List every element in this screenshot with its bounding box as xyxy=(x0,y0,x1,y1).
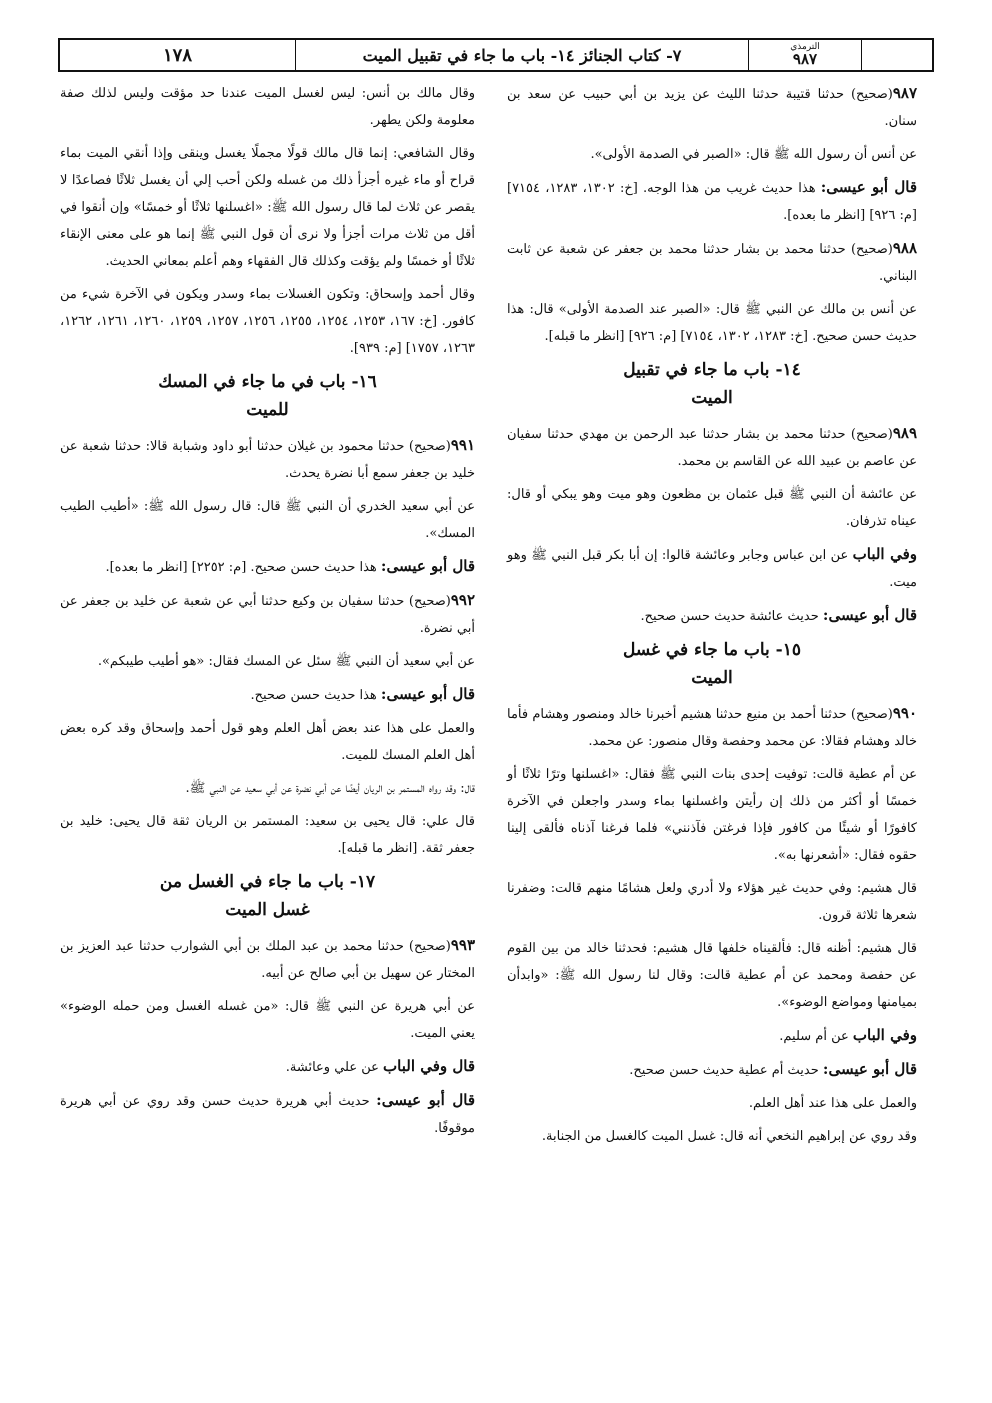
hadith-paragraph xyxy=(507,235,917,290)
running-title: ٧- كتاب الجنائز ١٤- باب ما جاء في تقبيل الميت xyxy=(296,40,749,70)
commentary-paragraph xyxy=(507,1056,917,1084)
paragraph-text: وقد روي عن إبراهيم النخعي أنه قال: غسل الميت كالغسل من الجنابة. xyxy=(541,1129,917,1144)
speaker-label: وفي الباب xyxy=(852,1026,917,1044)
paragraph-text: قال علي: قال يحيى بن سعيد: المستمر بن الريان ثقة قال يحيى: خليد بن جعفر ثقة. [انظر ما قبله]. xyxy=(60,814,475,856)
paragraph-text: عن أبي هريرة عن النبي ﷺ قال: «من غسله الغسل ومن حمله الوضوء» يعني الميت. xyxy=(60,999,475,1041)
header-blank-cell xyxy=(862,40,932,70)
text-paragraph xyxy=(60,648,475,675)
commentary-paragraph xyxy=(60,1053,475,1081)
text-paragraph xyxy=(507,1090,917,1117)
hadith-text: (صحيح) حدثنا أحمد بن منيع حدثنا هشيم أخبرنا خالد ومنصور وهشام فأما خالد وهشام فقالا: عن محمد وحفصة وقال منصور: عن محمد. xyxy=(507,707,917,749)
commentary-paragraph xyxy=(60,681,475,709)
text-paragraph xyxy=(507,761,917,869)
chapter-title-line: ١٤- باب ما جاء في تقبيل xyxy=(623,360,801,380)
hadith-paragraph xyxy=(60,932,475,987)
chapter-title-line: ١٥- باب ما جاء في غسل xyxy=(622,640,802,660)
paragraph-text: عن أبي سعيد أن النبي ﷺ سئل عن المسك فقال: «هو أطيب طيبكم». xyxy=(97,654,475,669)
commentary-text: حديث أبي هريرة حديث حسن وقد روي عن أبي هريرة موقوفًا. xyxy=(60,1094,475,1136)
chapter-title-line: ١٦- باب في ما جاء في المسك xyxy=(158,372,377,392)
chapter-title-line: غسل الميت xyxy=(225,900,310,920)
speaker-label: قال أبو عيسى: xyxy=(380,685,475,703)
text-paragraph xyxy=(60,775,475,802)
hadith-paragraph xyxy=(60,587,475,642)
paragraph-text: والعمل على هذا عند بعض أهل العلم وهو قول أحمد وإسحاق وقد كره بعض أهل العلم المسك للميت. xyxy=(60,721,475,763)
hadith-text: (صحيح) حدثنا قتيبة حدثنا الليث عن يزيد بن أبي حبيب عن سعد بن سنان. xyxy=(507,87,917,129)
source-label: الترمذي xyxy=(790,42,820,52)
paragraph-text: عن أنس أن رسول الله ﷺ قال: «الصبر في الصدمة الأولى». xyxy=(590,147,917,162)
paragraph-text: قال هشيم: وفي حديث غير هؤلاء ولا أدري ولعل هشامًا منهم قالت: وضفرنا شعرها ثلاثة قرون. xyxy=(507,881,917,923)
text-paragraph xyxy=(60,993,475,1047)
hadith-text: (صحيح) حدثنا محمود بن غيلان حدثنا أبو داود وشبابة قالا: حدثنا شعبة عن خليد بن جعفر سمع أبا نضرة يحدث. xyxy=(60,439,475,481)
hadith-number: ٩٨٨ xyxy=(892,239,917,257)
speaker-label: قال أبو عيسى: xyxy=(376,1091,475,1109)
text-paragraph xyxy=(60,493,475,547)
paragraph-text: والعمل على هذا عند أهل العلم. xyxy=(748,1096,917,1111)
hadith-reference-number: ٩٨٧ xyxy=(792,50,818,68)
commentary-paragraph xyxy=(60,1087,475,1142)
commentary-text: عن علي وعائشة. xyxy=(285,1060,379,1075)
hadith-number: ٩٩١ xyxy=(450,436,475,454)
hadith-text: (صحيح) حدثنا سفيان بن وكيع حدثنا أبي عن شعبة عن خليد بن جعفر عن أبي نضرة. xyxy=(60,594,475,636)
chapter-heading xyxy=(60,868,475,924)
page-number: ١٧٨ xyxy=(60,40,296,70)
text-paragraph xyxy=(60,140,475,275)
paragraph-text: عن عائشة أن النبي ﷺ قبل عثمان بن مظعون وهو ميت وهو يبكي أو قال: عيناه تذرفان. xyxy=(507,487,917,529)
speaker-label: قال أبو عيسى: xyxy=(380,557,475,575)
hadith-number: ٩٨٩ xyxy=(892,424,917,442)
hadith-number: ٩٩٢ xyxy=(450,591,475,609)
commentary-text: حديث عائشة حديث حسن صحيح. xyxy=(640,609,819,624)
commentary-text: عن ابن عباس وجابر وعائشة قالوا: إن أبا بكر قبل النبي ﷺ وهو ميت. xyxy=(507,548,917,590)
hadith-text: (صحيح) حدثنا محمد بن بشار حدثنا محمد بن جعفر عن شعبة عن ثابت البناني. xyxy=(507,242,917,284)
chapter-title-line: الميت xyxy=(691,668,733,688)
paragraph-text: وقال الشافعي: إنما قال مالك قولًا مجملًا يغسل وينقى وإذا أنقي الميت بماء قراح أو ماء غيره أجزأ ذلك من غسله ولكن أحب إلي أن يغسل ثلاثًا فصاعدًا لا يقصر عن ثلاث لما قال رسول الله ﷺ: «اغسلنها ثلاثًا أو خمسًا» وإن أنقوا في أقل من ثلاث مرات أجزأ ولا نرى أن قول النبي ﷺ إنما هو على معنى الإنقاء ثلاثًا أو خمسًا ولم يؤقت وكذلك قال الفقهاء وهم أعلم بمعاني الحديث. xyxy=(60,146,475,269)
commentary-paragraph xyxy=(507,174,917,229)
paragraph-text: عن أم عطية قالت: توفيت إحدى بنات النبي ﷺ فقال: «اغسلنها وترًا ثلاثًا أو خمسًا أو أكثر من ذلك إن رأيتن واغسلنها بماء وسدر واجعلن في الآخرة كافورًا أو شيئًا من كافور فإذا فرغتن فآذنني» فلما فرغنا آذناه فألقى إلينا حقوه فقال: «أشعرنها به». xyxy=(507,767,917,863)
hadith-paragraph xyxy=(507,80,917,135)
running-header xyxy=(58,38,934,72)
hadith-paragraph xyxy=(507,700,917,755)
chapter-heading xyxy=(507,356,917,412)
speaker-label: وفي الباب xyxy=(852,545,917,563)
paragraph-text: وقال مالك بن أنس: ليس لغسل الميت عندنا حد مؤقت وليس لذلك صفة معلومة ولكن يطهر. xyxy=(60,86,475,128)
chapter-heading xyxy=(507,636,917,692)
text-paragraph xyxy=(60,281,475,362)
paragraph-text: قال: وقد رواه المستمر بن الريان أيضًا عن أبي نضرة عن أبي سعيد عن النبي ﷺ. xyxy=(185,781,475,796)
chapter-title-line: ١٧- باب ما جاء في الغسل من xyxy=(159,872,376,892)
chapter-title-line: الميت xyxy=(691,388,733,408)
hadith-number: ٩٩٣ xyxy=(450,936,475,954)
hadith-number: ٩٨٧ xyxy=(892,84,917,102)
text-paragraph xyxy=(507,935,917,1016)
hadith-text: (صحيح) حدثنا محمد بن عبد الملك بن أبي الشوارب حدثنا عبد العزيز بن المختار عن سهيل بن أبي صالح عن أبيه. xyxy=(60,939,475,981)
commentary-text: حديث أم عطية حديث حسن صحيح. xyxy=(629,1063,819,1078)
commentary-text: هذا حديث حسن صحيح. [م: ٢٢٥٢] [انظر ما بعده]. xyxy=(105,560,377,575)
text-paragraph xyxy=(507,141,917,168)
text-paragraph xyxy=(60,715,475,769)
speaker-label: قال أبو عيسى: xyxy=(822,606,917,624)
hadith-paragraph xyxy=(507,420,917,475)
text-paragraph xyxy=(507,296,917,350)
paragraph-text: عن أنس بن مالك عن النبي ﷺ قال: «الصبر عند الصدمة الأولى» قال: هذا حديث حسن صحيح. [خ: ١٢٨٣، ١٣٠٢، ٧١٥٤] [م: ٩٢٦] [انظر ما قبله]. xyxy=(507,302,917,344)
text-paragraph xyxy=(507,481,917,535)
hadith-paragraph xyxy=(60,432,475,487)
speaker-label: قال وفي الباب xyxy=(383,1057,475,1075)
commentary-paragraph xyxy=(60,553,475,581)
speaker-label: قال أبو عيسى: xyxy=(822,1060,917,1078)
hadith-number: ٩٩٠ xyxy=(892,704,917,722)
commentary-paragraph xyxy=(507,602,917,630)
commentary-paragraph xyxy=(507,1022,917,1050)
left-column xyxy=(60,80,475,1148)
commentary-text: عن أم سليم. xyxy=(779,1029,849,1044)
text-paragraph xyxy=(507,1123,917,1150)
paragraph-text: وقال أحمد وإسحاق: وتكون الغسلات بماء وسدر ويكون في الآخرة شيء من كافور. [خ: ١٦٧، ١٢٥٣، ١٢٥٤، ١٢٥٥، ١٢٥٦، ١٢٥٧، ١٢٥٩، ١٢٦٠، ١٢٦١، ١٢٦٢، ١٢٦٣، ١٧٥٧] [م: ٩٣٩]. xyxy=(60,287,476,356)
paragraph-text: عن أبي سعيد الخدري أن النبي ﷺ قال: قال رسول الله ﷺ: «أطيب الطيب المسك». xyxy=(60,499,475,541)
chapter-title-line: للميت xyxy=(246,400,289,420)
chapter-heading xyxy=(60,368,475,424)
commentary-text: هذا حديث غريب من هذا الوجه. [خ: ١٣٠٢، ١٢٨٣، ٧١٥٤] [م: ٩٢٦] [انظر ما بعده]. xyxy=(507,181,917,223)
text-paragraph xyxy=(60,80,475,134)
speaker-label: قال أبو عيسى: xyxy=(820,178,918,196)
right-column xyxy=(507,80,917,1156)
commentary-text: هذا حديث حسن صحيح. xyxy=(250,688,377,703)
hadith-text: (صحيح) حدثنا محمد بن بشار حدثنا عبد الرحمن بن مهدي حدثنا سفيان عن عاصم بن عبيد الله عن القاسم بن محمد. xyxy=(507,427,917,469)
hadith-reference-box xyxy=(749,40,862,70)
text-paragraph xyxy=(507,875,917,929)
commentary-paragraph xyxy=(507,541,917,596)
paragraph-text: قال هشيم: أظنه قال: فألقيناه خلفها قال هشيم: فحدثنا خالد من بين القوم عن حفصة ومحمد عن أم عطية قالت: وقال لنا رسول الله ﷺ: «وابدأن بميامنها ومواضع الوضوء». xyxy=(507,941,917,1010)
text-paragraph xyxy=(60,808,475,862)
